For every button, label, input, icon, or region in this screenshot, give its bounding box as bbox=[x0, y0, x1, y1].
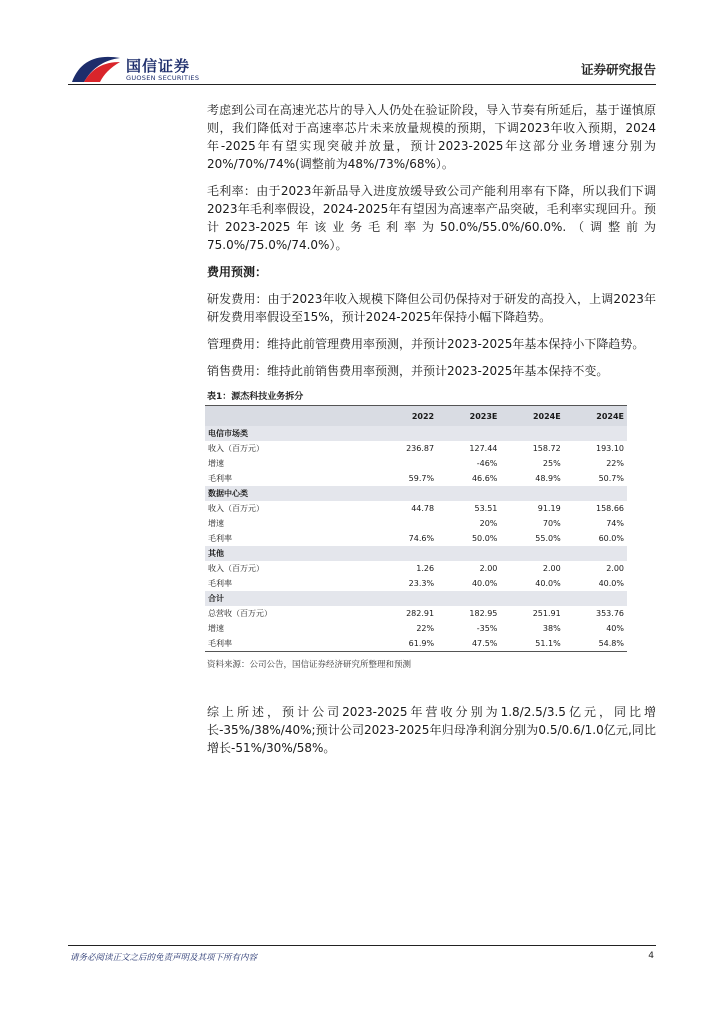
table-row bbox=[205, 621, 627, 636]
table-cell: 54.8% bbox=[564, 636, 627, 652]
paragraph-gross-margin: 毛利率：由于2023年新品导入进度放缓导致公司产能利用率有下降，所以我们下调2023年毛利率假设，2024-2025年有望因为高速率产品突破，毛利率实现回升。预计2023-2025年该业务毛利率为50.0%/55.0%/60.0%.（调整前为75.0%/75.0%/74.0%）。 bbox=[207, 184, 656, 252]
table-header-cell: 2023E bbox=[437, 406, 500, 427]
table-cell: 193.10 bbox=[596, 444, 624, 453]
table-cell: 50.0% bbox=[471, 534, 498, 543]
table-cell: 91.19 bbox=[537, 504, 561, 513]
table-cell bbox=[374, 456, 437, 471]
table-row bbox=[205, 531, 627, 546]
table-cell: 23.3% bbox=[408, 579, 435, 588]
table-cell: 47.5% bbox=[437, 636, 500, 652]
table-row-label: 毛利率 bbox=[205, 636, 374, 652]
table-cell: -35% bbox=[476, 624, 498, 633]
table-body bbox=[205, 426, 627, 652]
table-row-label: 毛利率 bbox=[208, 534, 232, 543]
table-cell: 22% bbox=[606, 459, 624, 468]
report-type-label: 证券研究报告 bbox=[580, 62, 656, 77]
paragraph-admin-expense: 管理费用：维持此前管理费用率预测，并预计2023-2025年基本保持小下降趋势。 bbox=[207, 337, 645, 351]
table-cell: 1.26 bbox=[416, 564, 435, 573]
table-group-label: 数据中心类 bbox=[205, 486, 627, 501]
table-cell: 353.76 bbox=[596, 609, 624, 618]
table-cell: 2.00 bbox=[542, 564, 561, 573]
table-cell: 158.72 bbox=[532, 444, 561, 453]
footer-divider bbox=[68, 945, 656, 946]
table-cell: 48.9% bbox=[535, 474, 561, 483]
footer-disclaimer: 请务必阅读正文之后的免责声明及其项下所有内容 bbox=[70, 953, 258, 963]
table-cell: 46.6% bbox=[471, 474, 498, 483]
table-cell: 2.00 bbox=[606, 564, 624, 573]
table-cell: 236.87 bbox=[406, 444, 435, 453]
table-cell: 60.0% bbox=[598, 534, 624, 543]
table-row-label: 增速 bbox=[208, 459, 224, 468]
table-cell: -46% bbox=[476, 459, 498, 468]
table-cell: 74.6% bbox=[408, 534, 435, 543]
table-row bbox=[205, 471, 627, 486]
header-divider bbox=[68, 84, 656, 85]
table-row-label: 收入（百万元） bbox=[208, 504, 264, 513]
table-title: 表1：源杰科技业务拆分 bbox=[207, 392, 304, 402]
table-group-label: 合计 bbox=[205, 591, 627, 606]
guosen-logo bbox=[70, 52, 200, 86]
table-header-cell: 2024E bbox=[500, 406, 563, 427]
table-source-note: 资料来源：公司公告，国信证券经济研究所整理和预测 bbox=[207, 660, 412, 670]
table-header-cell: 2022 bbox=[374, 406, 437, 427]
table-cell: 20% bbox=[479, 519, 498, 528]
table-group-label: 电信市场类 bbox=[205, 426, 627, 441]
table-group-label: 其他 bbox=[205, 546, 627, 561]
table-row-label: 增速 bbox=[208, 624, 224, 633]
table-row-label: 毛利率 bbox=[208, 474, 232, 483]
table-cell: 127.44 bbox=[469, 444, 498, 453]
guosen-logo-mark-icon bbox=[70, 52, 122, 84]
table-row-label: 增速 bbox=[208, 519, 224, 528]
table-group-row bbox=[205, 486, 627, 501]
logo-text-cn: 国信证券 bbox=[126, 57, 191, 75]
table-cell: 50.7% bbox=[598, 474, 624, 483]
table-cell: 44.78 bbox=[411, 504, 435, 513]
paragraph-revenue-adjustment: 考虑到公司在高速光芯片的导入人仍处在验证阶段，导入节奏有所延后，基于谨慎原则，我们降低对于高速率芯片未来放量规模的预期，下调2023年收入预期，2024年-2025年有望实现突破并放量，预计2023-2025年这部分业务增速分别为20%/70%/74%(调整前为48%/73%/68%）。 bbox=[207, 103, 656, 171]
table-row-label: 总营收（百万元） bbox=[208, 609, 272, 618]
table-row bbox=[205, 516, 627, 531]
table-row-label: 收入（百万元） bbox=[208, 444, 264, 453]
table-cell: 40% bbox=[606, 624, 624, 633]
table-group-row bbox=[205, 426, 627, 441]
table-row bbox=[205, 576, 627, 591]
table-group-row bbox=[205, 591, 627, 606]
table-row bbox=[205, 501, 627, 516]
body-content bbox=[207, 101, 656, 389]
table-row bbox=[205, 606, 627, 621]
table-cell: 251.91 bbox=[532, 609, 561, 618]
table-row bbox=[205, 636, 627, 652]
table-group-row bbox=[205, 546, 627, 561]
table-cell: 22% bbox=[416, 624, 435, 633]
business-breakdown-table bbox=[205, 405, 627, 652]
table-cell: 25% bbox=[542, 459, 561, 468]
cost-forecast-heading: 费用预测： bbox=[207, 265, 268, 279]
table-cell: 158.66 bbox=[596, 504, 624, 513]
table-row bbox=[205, 561, 627, 576]
table-cell: 53.51 bbox=[474, 504, 498, 513]
table-header-cell bbox=[205, 406, 374, 427]
table-cell: 40.0% bbox=[535, 579, 561, 588]
table-cell: 70% bbox=[542, 519, 561, 528]
table-cell: 282.91 bbox=[406, 609, 435, 618]
table-cell bbox=[374, 516, 437, 531]
table-row-label: 毛利率 bbox=[208, 579, 232, 588]
table-row bbox=[205, 456, 627, 471]
table-cell: 55.0% bbox=[535, 534, 561, 543]
paragraph-summary: 综上所述，预计公司2023-2025年营收分别为1.8/2.5/3.5亿元，同比增长-35%/38%/40%;预计公司2023-2025年归母净利润分别为0.5/0.6/1.0亿元,同比增长-51%/30%/58%。 bbox=[207, 705, 656, 755]
table-cell: 182.95 bbox=[469, 609, 498, 618]
table-cell: 38% bbox=[542, 624, 561, 633]
table-cell: 59.7% bbox=[408, 474, 435, 483]
table-cell: 61.9% bbox=[374, 636, 437, 652]
table-header-row bbox=[205, 406, 627, 427]
table-cell: 51.1% bbox=[500, 636, 563, 652]
logo-text-en: GUOSEN SECURITIES bbox=[126, 74, 200, 82]
table-row bbox=[205, 441, 627, 456]
page-number: 4 bbox=[648, 951, 654, 961]
table-row-label: 收入（百万元） bbox=[208, 564, 264, 573]
table-header-cell: 2024E bbox=[564, 406, 627, 427]
paragraph-rd-expense: 研发费用：由于2023年收入规模下降但公司仍保持对于研发的高投入，上调2023年研发费用率假设至15%，预计2024-2025年保持小幅下降趋势。 bbox=[207, 292, 656, 324]
table-cell: 2.00 bbox=[479, 564, 498, 573]
table-cell: 40.0% bbox=[598, 579, 624, 588]
paragraph-sales-expense: 销售费用：维持此前销售费用率预测，并预计2023-2025年基本保持不变。 bbox=[207, 364, 609, 378]
table-cell: 40.0% bbox=[471, 579, 498, 588]
table-cell: 74% bbox=[606, 519, 624, 528]
